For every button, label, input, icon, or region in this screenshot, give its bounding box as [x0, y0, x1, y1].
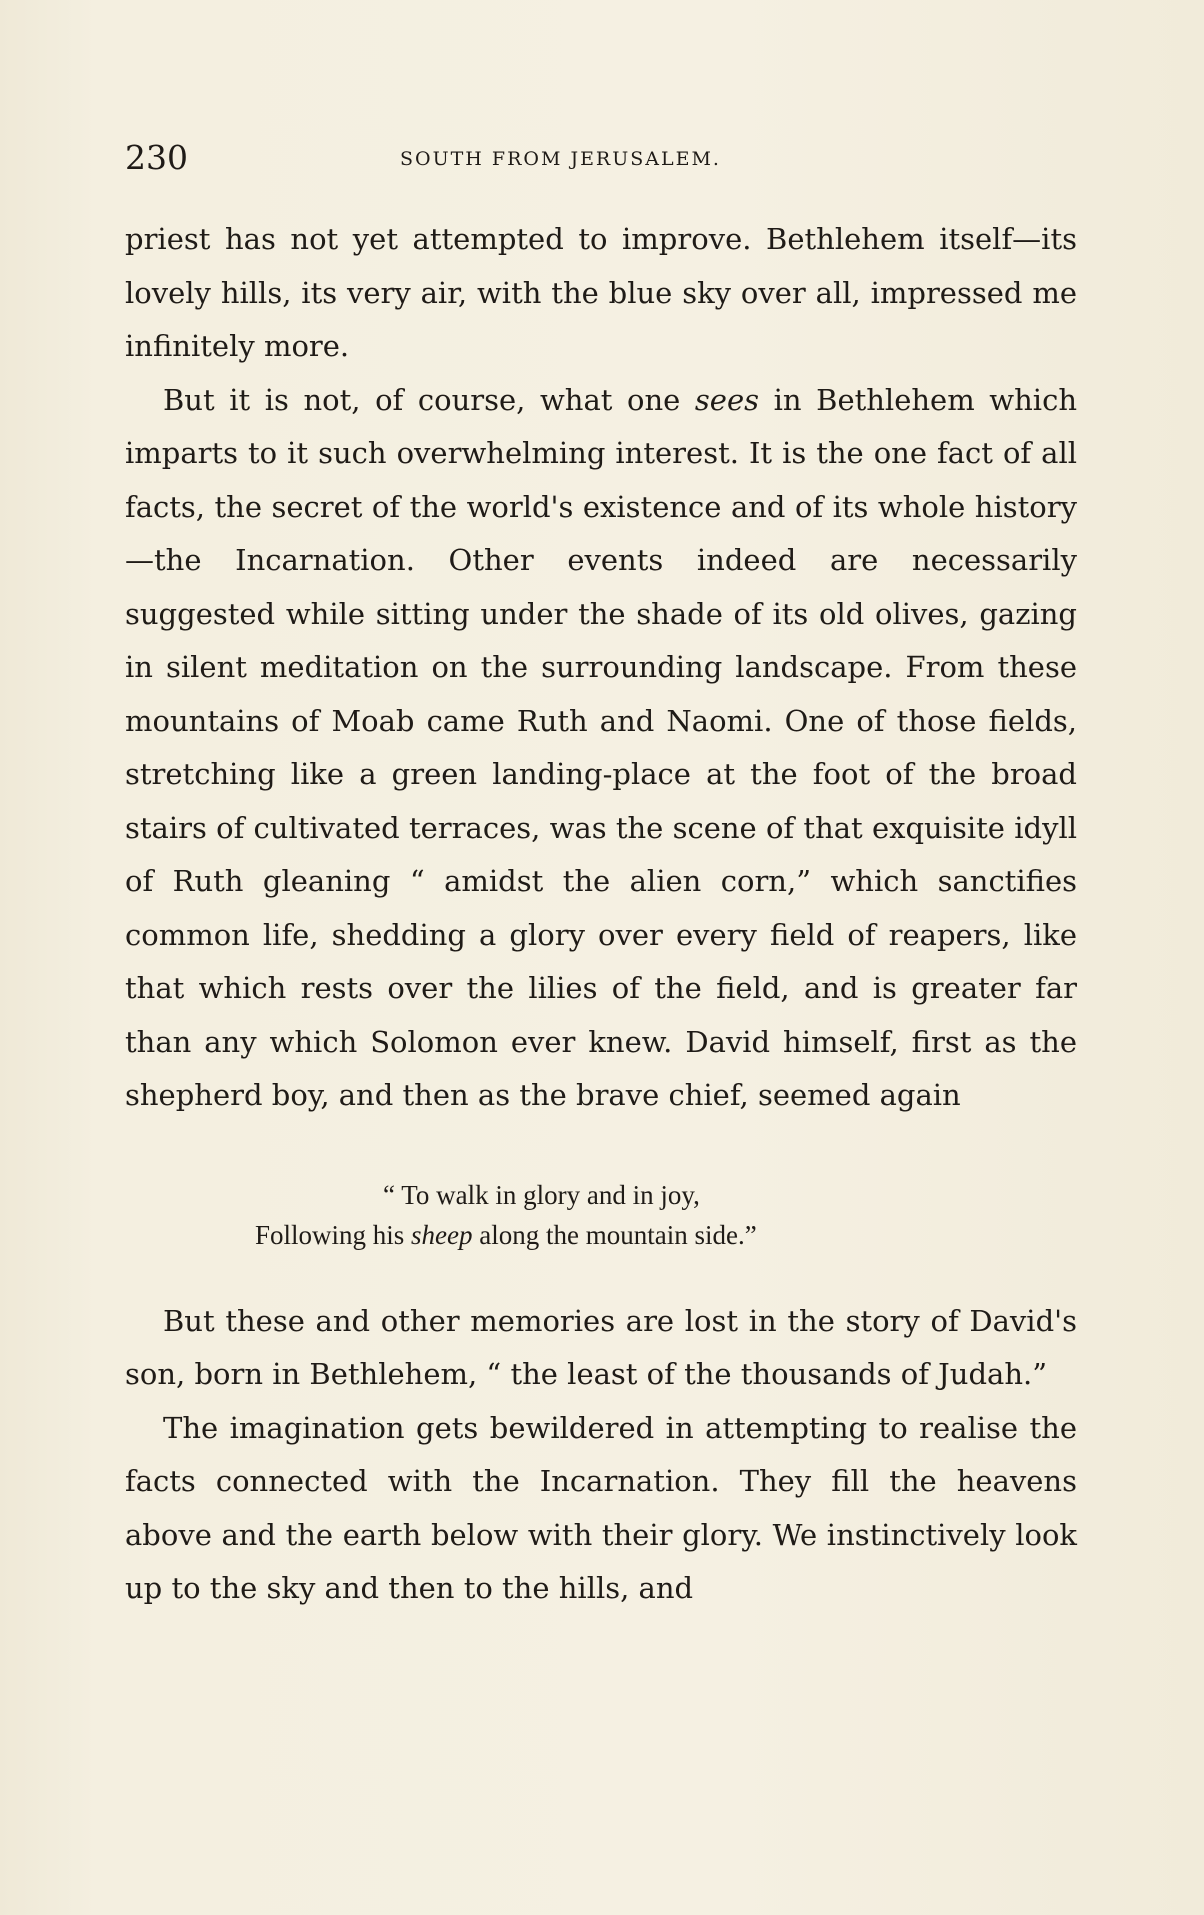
- emphasis-sees: sees: [694, 382, 759, 417]
- verse-quotation: [125, 1175, 1077, 1255]
- paragraph-memories: But these and other memories are lost in the story of David's son, born in Bethlehem, “ the least of the thousands of Judah.”: [125, 1303, 1077, 1391]
- page-header: [125, 138, 1077, 178]
- running-title: SOUTH FROM JERUSALEM.: [400, 148, 721, 170]
- emphasis-sheep: sheep: [411, 1219, 473, 1250]
- paragraph-imagination: The imagination gets bewildered in attempting to realise the facts connected with the Incarnation. They fill the heavens above and the earth below with their glory. We instinctively look up to the sky and then to the hills, and: [125, 1410, 1077, 1605]
- verse-line: “ To walk in glory and in joy,: [383, 1179, 700, 1210]
- verse-text: Following his: [255, 1219, 412, 1250]
- verse-text: along the mountain side.”: [472, 1219, 757, 1250]
- paragraph-text-rest: in Bethlehem which imparts to it such overwhelming interest. It is the one fact of all facts, the secret of the world's existence and of its whole history—the Incarnation. Other events indeed are necessarily suggested while sitting under the shade of its old olives, gazing in silent meditation on the surrounding landscape. From these mountains of Moab came Ruth and Naomi. One of those fields, stretching like a green landing-place at the foot of the broad stairs of cultivated terraces, was the scene of that exquisite idyll of Ruth gleaning “ amidst the alien corn,” which sanctifies common life, shedding a glory over every field of reapers, like that which rests over the lilies of the field, and is greater far than any which Solomon ever knew. David himself, first as the shepherd boy, and then as the brave chief, seemed again: [125, 382, 1077, 1112]
- paragraph-continued: priest has not yet attempted to improve. Bethlehem itself—its lovely hills, its very air, with the blue sky over all, impressed me infinitely more.: [125, 222, 1077, 363]
- verse-line: [125, 1215, 1077, 1255]
- paragraph-bethlehem: [125, 374, 1077, 1123]
- body-text: [125, 213, 1077, 1616]
- page-number: 230: [125, 138, 188, 177]
- paragraph-text-start: But it is not, of course, what one: [163, 382, 695, 417]
